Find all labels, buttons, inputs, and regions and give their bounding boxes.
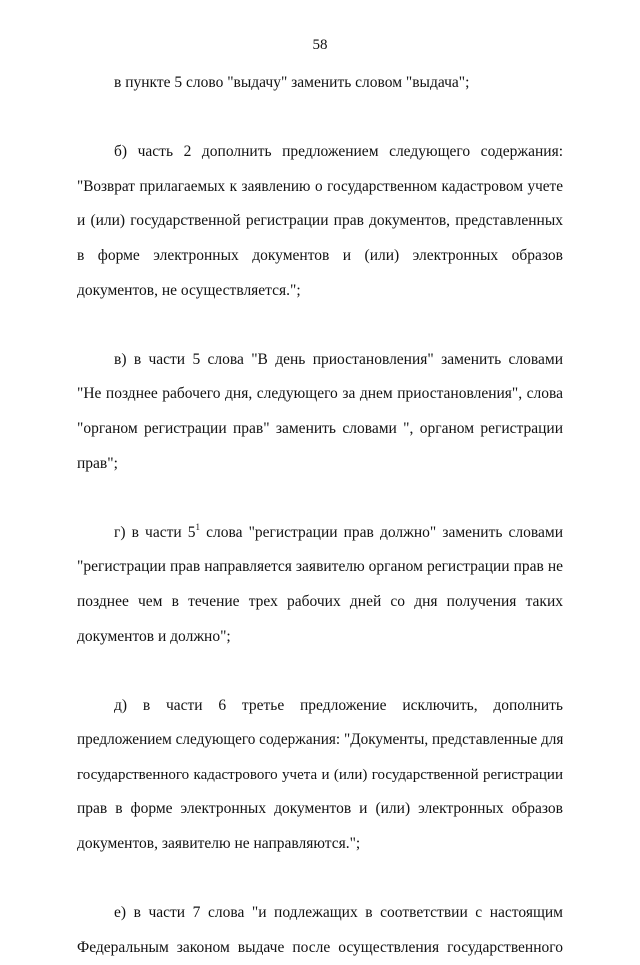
text-line: позднее чем в течение трех рабочих дней со дня получения таких [77,592,563,610]
text-line: в пункте 5 слово "выдачу" заменить словом "выдача"; [114,74,470,91]
text-line: и (или) государственной регистрации прав документов, представленных [77,212,563,230]
paragraph-1 [77,66,563,101]
text-line: "Возврат прилагаемых к заявлению о государственном кадастровом учете [77,177,563,195]
text-line: "органом регистрации прав" заменить словами ", органом регистрации [77,419,563,437]
paragraph-5 [77,689,563,862]
text-fragment: слова "регистрации прав должно" заменить словами [200,523,563,541]
text-line: б) часть 2 дополнить предложением следующего содержания: [114,143,563,161]
text-line: прав"; [77,454,118,472]
paragraph-2 [77,135,563,308]
text-line: е) в части 7 слова "и подлежащих в соответствии с настоящим [114,904,563,922]
document-body [77,66,563,965]
text-line: в форме электронных документов и (или) электронных образов [77,246,563,264]
text-line: документов, не осуществляется."; [77,281,301,299]
text-line: д) в части 6 третье предложение исключить, дополнить [114,696,563,714]
text-fragment: г) в части 5 [114,523,196,541]
text-line: "регистрации прав направляется заявителю органом регистрации прав не [77,558,563,576]
paragraph-4 [77,516,563,654]
text-line: государственного кадастрового учета и (или) государственной регистрации [77,766,563,783]
text-line: "Не позднее рабочего дня, следующего за днем приостановления", слова [77,385,563,403]
text-line: Федеральным законом выдаче после осуществления государственного [77,938,563,956]
text-line: документов и должно"; [77,627,231,645]
text-line: прав в форме электронных документов и (или) электронных образов [77,800,563,818]
page-number: 58 [312,37,328,53]
paragraph-3 [77,343,563,481]
text-line: документов, заявителю не направляются."; [77,835,361,853]
text-line [77,516,563,551]
text-line: в) в части 5 слова "В день приостановления" заменить словами [114,350,563,368]
paragraph-6 [77,896,563,965]
superscript: 1 [195,521,201,532]
text-line: предложением следующего содержания: "Документы, представленные для [77,731,563,749]
